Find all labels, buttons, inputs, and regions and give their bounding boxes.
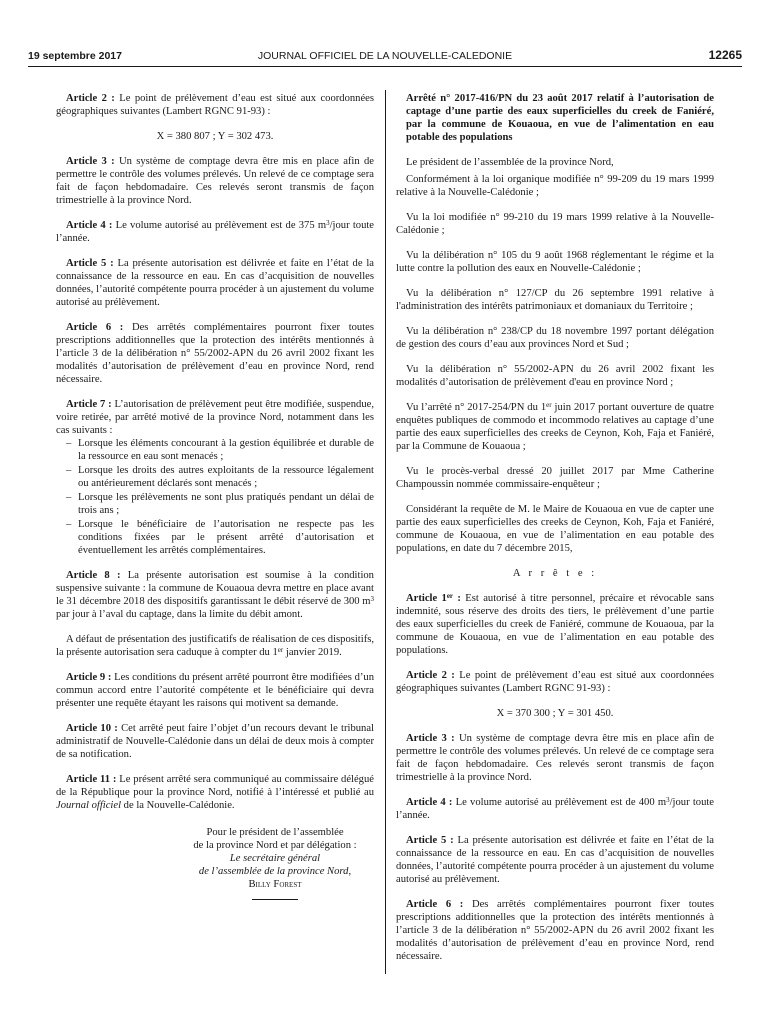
article-text: Cet arrêté peut faire l’objet d’un recours devant le tribunal administratif de Nouvelle-Calédonie dans un délai de deux mois à compter de sa notification. <box>56 723 374 760</box>
list-item: – Lorsque les éléments concourant à la gestion équilibrée et durable de la ressource en eau sont menacés ; <box>56 437 374 463</box>
superscript: er <box>446 592 454 600</box>
right-article-4 <box>396 796 714 822</box>
column-divider <box>385 90 386 974</box>
journal-officiel-italic: Journal officiel <box>56 800 122 811</box>
signature-title: de l’assemblée de la province Nord, <box>198 866 352 877</box>
right-column <box>396 92 714 975</box>
visa-text: juin 2017 portant ouverture de quatre enquêtes publiques de commodo et incommodo relatives au captage d’une partie des eaux superficielles des creeks de Ceynon, Koh, Faja et Faniéré, par la Commune de Kouaoua ; <box>396 402 714 452</box>
article-text: Un système de comptage devra être mis en place afin de permettre le contrôle des volumes prélevés. Un relevé de ce comptage sera fait de façon hebdomadaire. Ces relevés seront transmis de façon trimestrielle à la province Nord. <box>396 733 715 783</box>
right-article-5 <box>396 834 714 886</box>
article-text: Le volume autorisé au prélèvement est de 400 m <box>455 797 667 808</box>
list-item: – Lorsque le bénéficiaire de l’autorisation ne respecte pas les conditions fixées par le présent arrêté d’autorisation et éventuellement les arrêtés complémentaires. <box>56 518 374 557</box>
right-article-2-coordinates: X = 370 300 ; Y = 301 450. <box>496 708 614 719</box>
article-label: Article 2 : <box>406 670 455 681</box>
right-article-6 <box>396 898 714 963</box>
right-article-1 <box>396 592 714 657</box>
header-page-number: 12265 <box>708 48 742 62</box>
superscript: er <box>277 646 284 654</box>
article-label: Article 6 : <box>66 322 124 333</box>
right-article-3 <box>396 732 714 784</box>
article-text: La présente autorisation est soumise à la condition suspensive suivante : la commune de Kouaoua devra mettre en place avant le 31 décembre 2018 des dispositifs garantissant le débit réservé de 300 m <box>56 570 374 607</box>
visa-item <box>396 401 714 453</box>
left-article-8-followup <box>56 633 374 659</box>
visa-text: Vu l’arrêté n° 2017-254/PN du 1 <box>406 402 547 413</box>
paragraph-text: janvier 2019. <box>283 647 342 658</box>
left-article-5 <box>56 257 374 309</box>
article-label: Article 11 : <box>66 774 117 785</box>
superscript: 3 <box>666 796 670 804</box>
left-column <box>56 92 374 900</box>
president-line: Le président de l’assemblée de la province Nord, <box>406 157 614 168</box>
left-article-3 <box>56 155 374 207</box>
right-article-2 <box>396 669 714 695</box>
article-label: Article 3 : <box>66 156 115 167</box>
header-date: 19 septembre 2017 <box>28 50 122 62</box>
signature-rule <box>252 899 298 900</box>
decree-title: Arrêté n° 2017-416/PN du 23 août 2017 relatif à l’autorisation de captage d’une partie des eaux superficielles du creek de Faniéré, par la commune de Kouaoua, en vue de l’alimentation en eau potable des populations <box>406 93 714 143</box>
article-label: Article 3 : <box>406 733 455 744</box>
signature-line: de la province Nord et par délégation : <box>193 840 357 851</box>
article-7-case-list <box>56 437 374 557</box>
left-article-4 <box>56 219 374 245</box>
signature-line: Pour le président de l’assemblée <box>206 827 344 838</box>
arrete-heading: A r r ê t e : <box>512 568 598 579</box>
article-text: Des arrêtés complémentaires pourront fixer toutes prescriptions additionnelles que la protection des intérêts mentionnés à l’article 3 de la délibération n° 55/2002-APN du 26 avril 2002 fixant les modalités d’autorisation de prélèvement d’eau en province Nord, rend nécessaire. <box>396 899 715 962</box>
article-text: Le point de prélèvement d’eau est situé aux coordonnées géographiques suivantes (Lambert RGNC 91-93) : <box>56 93 374 117</box>
article-label: Article 7 : <box>66 399 112 410</box>
article-label: Article 5 : <box>406 835 454 846</box>
left-article-9 <box>56 671 374 710</box>
article-text: /jour toute l’année. <box>396 797 715 821</box>
article-label: Article 4 : <box>66 220 113 231</box>
article-text: Les conditions du présent arrêté pourront être modifiées d’un commun accord entre l’autorité compétente et le bénéficiaire qui devra présenter une requête étayant les raisons qui motivent sa demande. <box>56 672 374 709</box>
visa-item: Vu la délibération n° 105 du 9 août 1968 réglementant le régime et la lutte contre la pollution des eaux en Nouvelle-Calédonie ; <box>396 250 714 274</box>
left-article-2-coordinates: X = 380 807 ; Y = 302 473. <box>156 131 274 142</box>
article-label: Article 4 : <box>406 797 453 808</box>
article-label <box>396 593 461 604</box>
article-label-text: Article 1 <box>406 593 447 604</box>
article-text: de la Nouvelle-Calédonie. <box>121 800 235 811</box>
visa-item: Vu la loi modifiée n° 99-210 du 19 mars 1999 relative à la Nouvelle-Calédonie ; <box>396 212 714 236</box>
visa-item: Conformément à la loi organique modifiée n° 99-209 du 19 mars 1999 relative à la Nouvelle-Calédonie ; <box>396 174 714 198</box>
article-text: Est autorisé à titre personnel, précaire et révocable sans indemnité, sous réserve des droits des tiers, le prélèvement d’une partie des eaux superficielles du creek de Faniéré, commune de Kouaoua, par la commune de Kouaoua, en vue de l’alimentation en eau potable des populations. <box>396 593 714 656</box>
left-article-6 <box>56 321 374 386</box>
left-article-2 <box>56 92 374 118</box>
article-label: Article 9 : <box>66 672 112 683</box>
article-text: La présente autorisation est délivrée et faite en l’état de la connaissance de la ressource en eau. En cas d’acquisition de nouvelles données, l’autorité compétente pourra procéder à un ajustement du volume autorisé au prélèvement. <box>56 258 374 308</box>
page-header <box>28 48 742 67</box>
article-text: par jour à l’aval du captage, dans la limite du débit amont. <box>56 609 303 620</box>
article-text: Le point de prélèvement d’eau est situé aux coordonnées géographiques suivantes (Lambert RGNC 91-93) : <box>396 670 714 694</box>
list-item: – Lorsque les droits des autres exploitants de la ressource légalement ou antérieurement déclarés sont menacés ; <box>56 464 374 490</box>
left-article-8 <box>56 569 374 621</box>
superscript: 3 <box>326 219 330 227</box>
visa-item: Considérant la requête de M. le Maire de Kouaoua en vue de capter une partie des eaux superficielles des creeks de Ceynon, Koh, Faja et Faniéré, commune de Kouaoua, en vue de l’alimentation en eau potable des populations, en date du 7 décembre 2015, <box>396 504 714 554</box>
article-text: Un système de comptage devra être mis en place afin de permettre le contrôle des volumes prélevés. Un relevé de ce comptage sera fait de façon hebdomadaire. Ces relevés seront transmis de façon trimestrielle à la province Nord. <box>56 156 375 206</box>
left-article-10 <box>56 722 374 761</box>
left-article-7 <box>56 398 374 437</box>
article-label: Article 6 : <box>406 899 464 910</box>
article-label: Article 8 : <box>66 570 121 581</box>
article-text: Des arrêtés complémentaires pourront fixer toutes prescriptions additionnelles que la protection des intérêts mentionnés à l’article 3 de la délibération n° 55/2002-APN du 26 avril 2002 fixant les modalités d’autorisation de prélèvement d’eau en province Nord, rend nécessaire. <box>56 322 375 385</box>
article-text: Le volume autorisé au prélèvement est de 375 m <box>115 220 327 231</box>
article-label: Article 2 : <box>66 93 115 104</box>
article-label: Article 5 : <box>66 258 114 269</box>
article-label-colon: : <box>453 593 461 604</box>
signature-block <box>176 826 374 900</box>
superscript: 3 <box>370 595 374 603</box>
visa-item: Vu le procès-verbal dressé 20 juillet 2017 par Mme Catherine Champoussin nommée commissaire-enquêteur ; <box>396 466 714 490</box>
superscript: er <box>546 401 552 409</box>
signatory-name: Billy Forest <box>248 879 302 890</box>
article-text: L’autorisation de prélèvement peut être modifiée, suspendue, voire retirée, par arrêté motivé de la province Nord, notamment dans les cas suivants : <box>56 399 374 436</box>
article-text: La présente autorisation est délivrée et faite en l’état de la connaissance de la ressource en eau. En cas d’acquisition de nouvelles données, l’autorité compétente pourra procéder à un ajustement du volume autorisé au prélèvement. <box>396 835 714 885</box>
article-text: /jour toute l’année. <box>56 220 375 244</box>
paragraph-text: A défaut de présentation des justificatifs de réalisation de ces dispositifs, la présente autorisation sera caduque à compter du 1 <box>56 634 374 658</box>
article-text: Le présent arrêté sera communiqué au commissaire délégué de la République pour la province Nord, notifié à l’intéressé et publié au <box>56 774 374 798</box>
signature-title: Le secrétaire général <box>229 853 321 864</box>
left-article-11 <box>56 773 374 812</box>
list-item: – Lorsque les prélèvements ne sont plus pratiqués pendant un délai de trois ans ; <box>56 491 374 517</box>
visa-item: Vu la délibération n° 238/CP du 18 novembre 1997 portant délégation de gestion des cours d’eau aux provinces Nord et Sud ; <box>396 326 714 350</box>
visa-item: Vu la délibération n° 127/CP du 26 septembre 1991 relative à l'administration des intérêts patrimoniaux et domaniaux du Territoire ; <box>396 288 714 312</box>
visa-item: Vu la délibération n° 55/2002-APN du 26 avril 2002 fixant les modalités d’autorisation de prélèvement d'eau en province Nord ; <box>396 364 714 388</box>
article-label: Article 10 : <box>66 723 118 734</box>
header-journal-title: JOURNAL OFFICIEL DE LA NOUVELLE-CALEDONIE <box>257 50 513 62</box>
